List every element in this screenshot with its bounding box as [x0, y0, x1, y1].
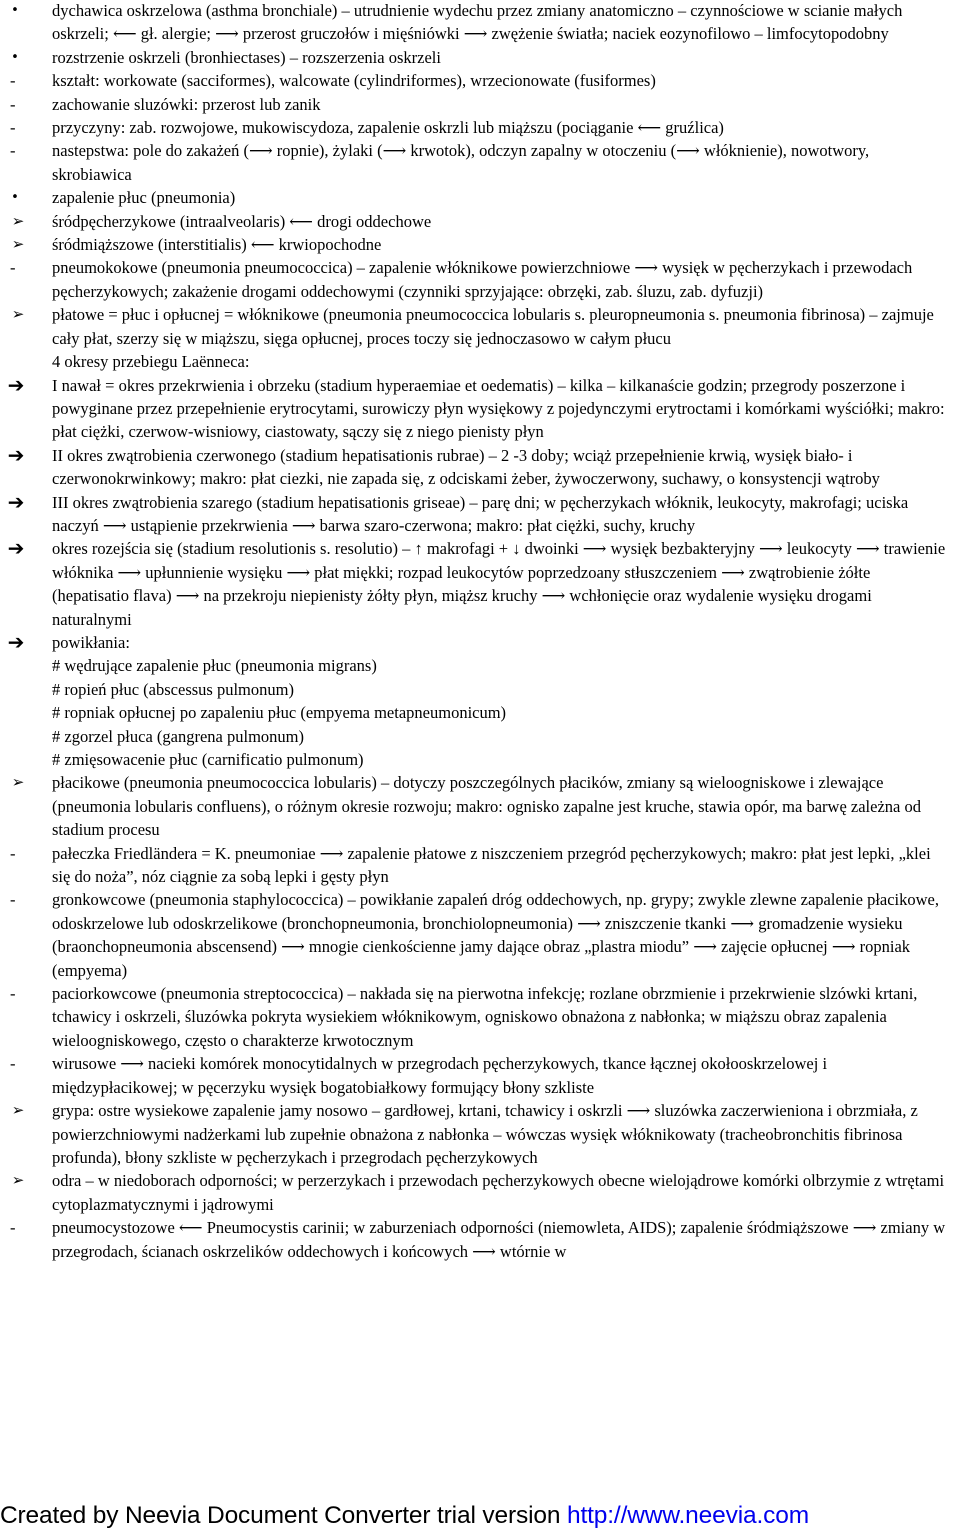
- list-item: [0, 631, 960, 654]
- item-text: wirusowe ⟶ nacieki komórek monocytidalnych w przegrodach pęcherzykowych, tkance łącznej okołooskrzelowej i międzypłacikowej; w pęcerzyku wysięk bogatobiałkowy formujący błony szkliste: [52, 1054, 828, 1097]
- footer-link[interactable]: http://www.neevia.com: [567, 1502, 809, 1529]
- list-item: [0, 69, 960, 92]
- sub-line: 4 okresy przebiegu Laënneca:: [52, 352, 250, 372]
- arrow-marker: ➔: [7, 489, 25, 514]
- item-text: grypa: ostre wysiekowe zapalenie jamy nosowo – gardłowej, krtani, tchawicy i oskrzli ⟶ sluzówka zaczerwieniona i obrzmiała, z powierzchniowymi nadżerkami lub zupełnie obnażona z nabłonka – wówczas wysięk włóknikowaty (tracheobronchitis fibrinosa profunda), błony szkliste w pęcherzykach i przegrodach pęcherzykowych: [52, 1101, 918, 1167]
- dash-marker: -: [10, 984, 16, 1004]
- list-item: [0, 771, 960, 841]
- sub-line: # wędrujące zapalenie płuc (pneumonia migrans): [52, 656, 377, 676]
- arrow-marker: ➔: [7, 372, 25, 397]
- list-item: [0, 491, 960, 538]
- item-text: I nawał = okres przekrwienia i obrzeku (stadium hyperaemiae et oedematis) – kilka – kilkanaście godzin; przegrody poszerzone i powyginane przez przepełnienie erytrocytami, surowiczy płyn wysiękowy z pojedynczymi erytroctami i komórkami wyściółki; makro: płat ciężki, czerwow-wisniowy, ciastowaty, sączy się z niego pienisty płyn: [52, 375, 945, 442]
- item-text: III okres zwątrobienia szarego (stadium hepatisationis griseae) – parę dni; w pęcherzykach włóknik, leukocyty, makrofagi; uciska naczyń ⟶ ustąpienie przekrwienia ⟶ barwa szaro-czerwona; makro: płat ciężki, suchy, kruchy: [52, 492, 909, 535]
- list-item: [0, 233, 960, 256]
- dash-marker: -: [10, 1218, 16, 1238]
- list-item: [0, 1052, 960, 1099]
- list-item: [0, 1099, 960, 1169]
- sub-line: # zmięsowacenie płuc (carnificatio pulmonum): [52, 750, 364, 769]
- list-item: [0, 537, 960, 631]
- arrow-marker: ➔: [7, 442, 25, 467]
- list-item: [0, 0, 960, 46]
- dash-marker: -: [10, 843, 16, 863]
- chevron-marker: ➢: [11, 773, 25, 792]
- dash-marker: -: [10, 258, 16, 278]
- list-item: [0, 1216, 960, 1263]
- sub-line: # ropniak opłucnej po zapaleniu płuc (empyema metapneumonicum): [52, 703, 507, 723]
- item-text: płatowe = płuc i opłucnej = włóknikowe (pneumonia pneumococcica lobularis s. pleuropneumonia s. pneumonia fibrinosa) – zajmuje cały płat, szerzy się w miąższu, sięga opłucnej, proces toczy się jednoczasowo w całym płucu: [52, 305, 934, 348]
- chevron-marker: ➢: [11, 235, 25, 254]
- dash-marker: -: [10, 1054, 16, 1074]
- dash-marker: -: [10, 141, 16, 161]
- item-text: nastepstwa: pole do zakażeń (⟶ ropnie), żylaki (⟶ krwotok), odczyn zapalny w otoczeniu (⟶ włóknienie), nowotwory, skrobiawica: [52, 141, 870, 184]
- list-item: [0, 93, 960, 116]
- sub-line: # ropień płuc (abscessus pulmonum): [52, 679, 294, 699]
- item-text: przyczyny: zab. rozwojowe, mukowiscydoza, zapalenie oskrzli lub miąższu (pociąganie ⟵ gruźlica): [52, 118, 724, 138]
- item-text: pneumocystozowe ⟵ Pneumocystis carinii; w zaburzeniach odporności (niemowleta, AIDS); zapalenie śródmiąższowe ⟶ zmiany w przegrodach, ścianach oskrzelików oddechowych i końcowych ⟶ wtórnie w: [52, 1218, 946, 1261]
- footer-text: Created by Neevia Document Converter trial version: [0, 1502, 567, 1529]
- item-text: śródpęcherzykowe (intraalveolaris) ⟵ drogi oddechowe: [52, 211, 432, 231]
- item-text: odra – w niedoborach odporności; w perzerzykach i przewodach pęcherzykowych obecne wielojądrowe komórki olbrzymie z wtrętami cytoplazmatycznymi i jądrowymi: [52, 1171, 945, 1214]
- arrow-marker: ➔: [7, 536, 25, 561]
- chevron-marker: ➢: [11, 211, 25, 230]
- item-text: zachowanie sluzówki: przerost lub zanik: [52, 94, 321, 114]
- list-item: [0, 116, 960, 139]
- item-text: paciorkowcowe (pneumonia streptococcica) – nakłada się na pierwotna infekcję; rozlane obrzmienie i przekrwienie slzówki krtani, tchawicy i oskrzeli, śluzówka pokryta wysiekiem włóknikowym, ogniskowo obnażona z nabłonka; w miąższu obraz zapalenia wieloogniskowego, często o charakterze krwotocznym: [52, 984, 918, 1050]
- item-text: pałeczka Friedländera = K. pneumoniae ⟶ zapalenie płatowe z niszczeniem przegród pęcherzykowych; makro: płat jest lepki, „klei się do noża”, nóz ciągnie za sobą lepki i gęsty płyn: [52, 843, 931, 887]
- item-text: śródmiąższowe (interstitialis) ⟵ krwiopochodne: [52, 235, 382, 255]
- item-text: powikłania:: [52, 632, 130, 652]
- sub-line: # zgorzel płuca (gangrena pulmonum): [52, 726, 304, 746]
- list-item: [0, 186, 960, 209]
- item-text: dychawica oskrzelowa (asthma bronchiale) – utrudnienie wydechu przez zmiany anatomiczno – czynnościowe w scianie małych oskrzeli; ⟵ gł. alergie; ⟶ przerost gruczołów i mięśniówki ⟶ zwężenie światła; naciek eozynofilowo – limfocytopodobny: [52, 1, 903, 44]
- list-item: [0, 46, 960, 69]
- list-item: [0, 1169, 960, 1216]
- chevron-marker: ➢: [11, 1101, 25, 1120]
- list-item: [0, 374, 960, 444]
- converter-footer: [0, 1500, 960, 1532]
- item-text: rozstrzenie oskrzeli (bronhiectases) – rozszerzenia oskrzeli: [52, 47, 441, 67]
- list-item: [0, 982, 960, 1052]
- arrow-marker: ➔: [7, 629, 25, 654]
- dash-marker: -: [10, 118, 16, 138]
- list-item: [0, 210, 960, 233]
- chevron-marker: ➢: [11, 1171, 25, 1190]
- list-item: [0, 842, 960, 889]
- list-item: [0, 888, 960, 982]
- item-text: pneumokokowe (pneumonia pneumococcica) – zapalenie włóknikowe powierzchniowe ⟶ wysięk w pęcherzykach i przewodach pęcherzykowych; zakażenie drogami oddechowymi (czynniki sprzyjające: obrzęki, zab. śluzu, zab. dyfuzji): [52, 258, 913, 301]
- bullet-marker: •: [11, 49, 19, 65]
- dash-marker: -: [10, 71, 16, 91]
- item-text: kształt: workowate (sacciformes), walcowate (cylindriformes), wrzecionowate (fusiformes): [52, 71, 656, 91]
- list-item: [0, 303, 960, 350]
- item-text: gronkowcowe (pneumonia staphylococcica) – powikłanie zapaleń dróg oddechowych, np. grypy; zwykle zlewne zapalenie płacikowe, odoskrzelowe lub odoskrzelikowe (bronchopneumonia, bronchiolopneumonia) ⟶ zniszczenie tkanki ⟶ gromadzenie wysieku (braonchopneumonia abscensend) ⟶ mnogie cienkościenne jamy dające obraz „plastra miodu” ⟶ zajęcie opłucnej ⟶ ropniak (empyema): [52, 890, 940, 980]
- bullet-marker: •: [11, 190, 19, 206]
- list-item: [0, 444, 960, 491]
- dash-marker: -: [10, 94, 16, 114]
- dash-marker: -: [10, 890, 16, 910]
- item-text: zapalenie płuc (pneumonia): [52, 188, 236, 208]
- item-text: II okres zwątrobienia czerwonego (stadium hepatisationis rubrae) – 2 -3 doby; wciąż przepełnienie krwią, wysięk biało- i czerwonokrwinkowy; makro: płat ciezki, nie zapada się, z odciskami żeber, żywoczerwony, suchawy, o konsystencji wątroby: [52, 445, 880, 489]
- chevron-marker: ➢: [11, 305, 25, 324]
- bullet-marker: •: [11, 3, 19, 18]
- item-text: płacikowe (pneumonia pneumococcica lobularis) – dotyczy poszczególnych płacików, zmiany są wieloogniskowe i zlewające (pneumonia lobularis confluens), o różnym okresie rozwoju; makro: ognisko zapalne jest kruche, stawia opór, ma barwę zależna od stadium procesu: [52, 773, 921, 840]
- item-text: okres rozejścia się (stadium resolutionis s. resolutio) – ↑ makrofagi + ↓ dwoinki ⟶ wysięk bezbakteryjny ⟶ leukocyty ⟶ trawienie włóknika ⟶ upłunnienie wysięku ⟶ płat miękki; rozpad leukocytów poprzedzoany stłuszczeniem ⟶ zwątrobienie żółte (hepatisatio flava) ⟶ na przekroju niepienisty żółty płyn, miąższ kruchy ⟶ wchłonięcie oraz wydalenie wysięku drogami naturalnymi: [52, 539, 946, 629]
- list-item: [0, 256, 960, 303]
- list-item: [0, 139, 960, 186]
